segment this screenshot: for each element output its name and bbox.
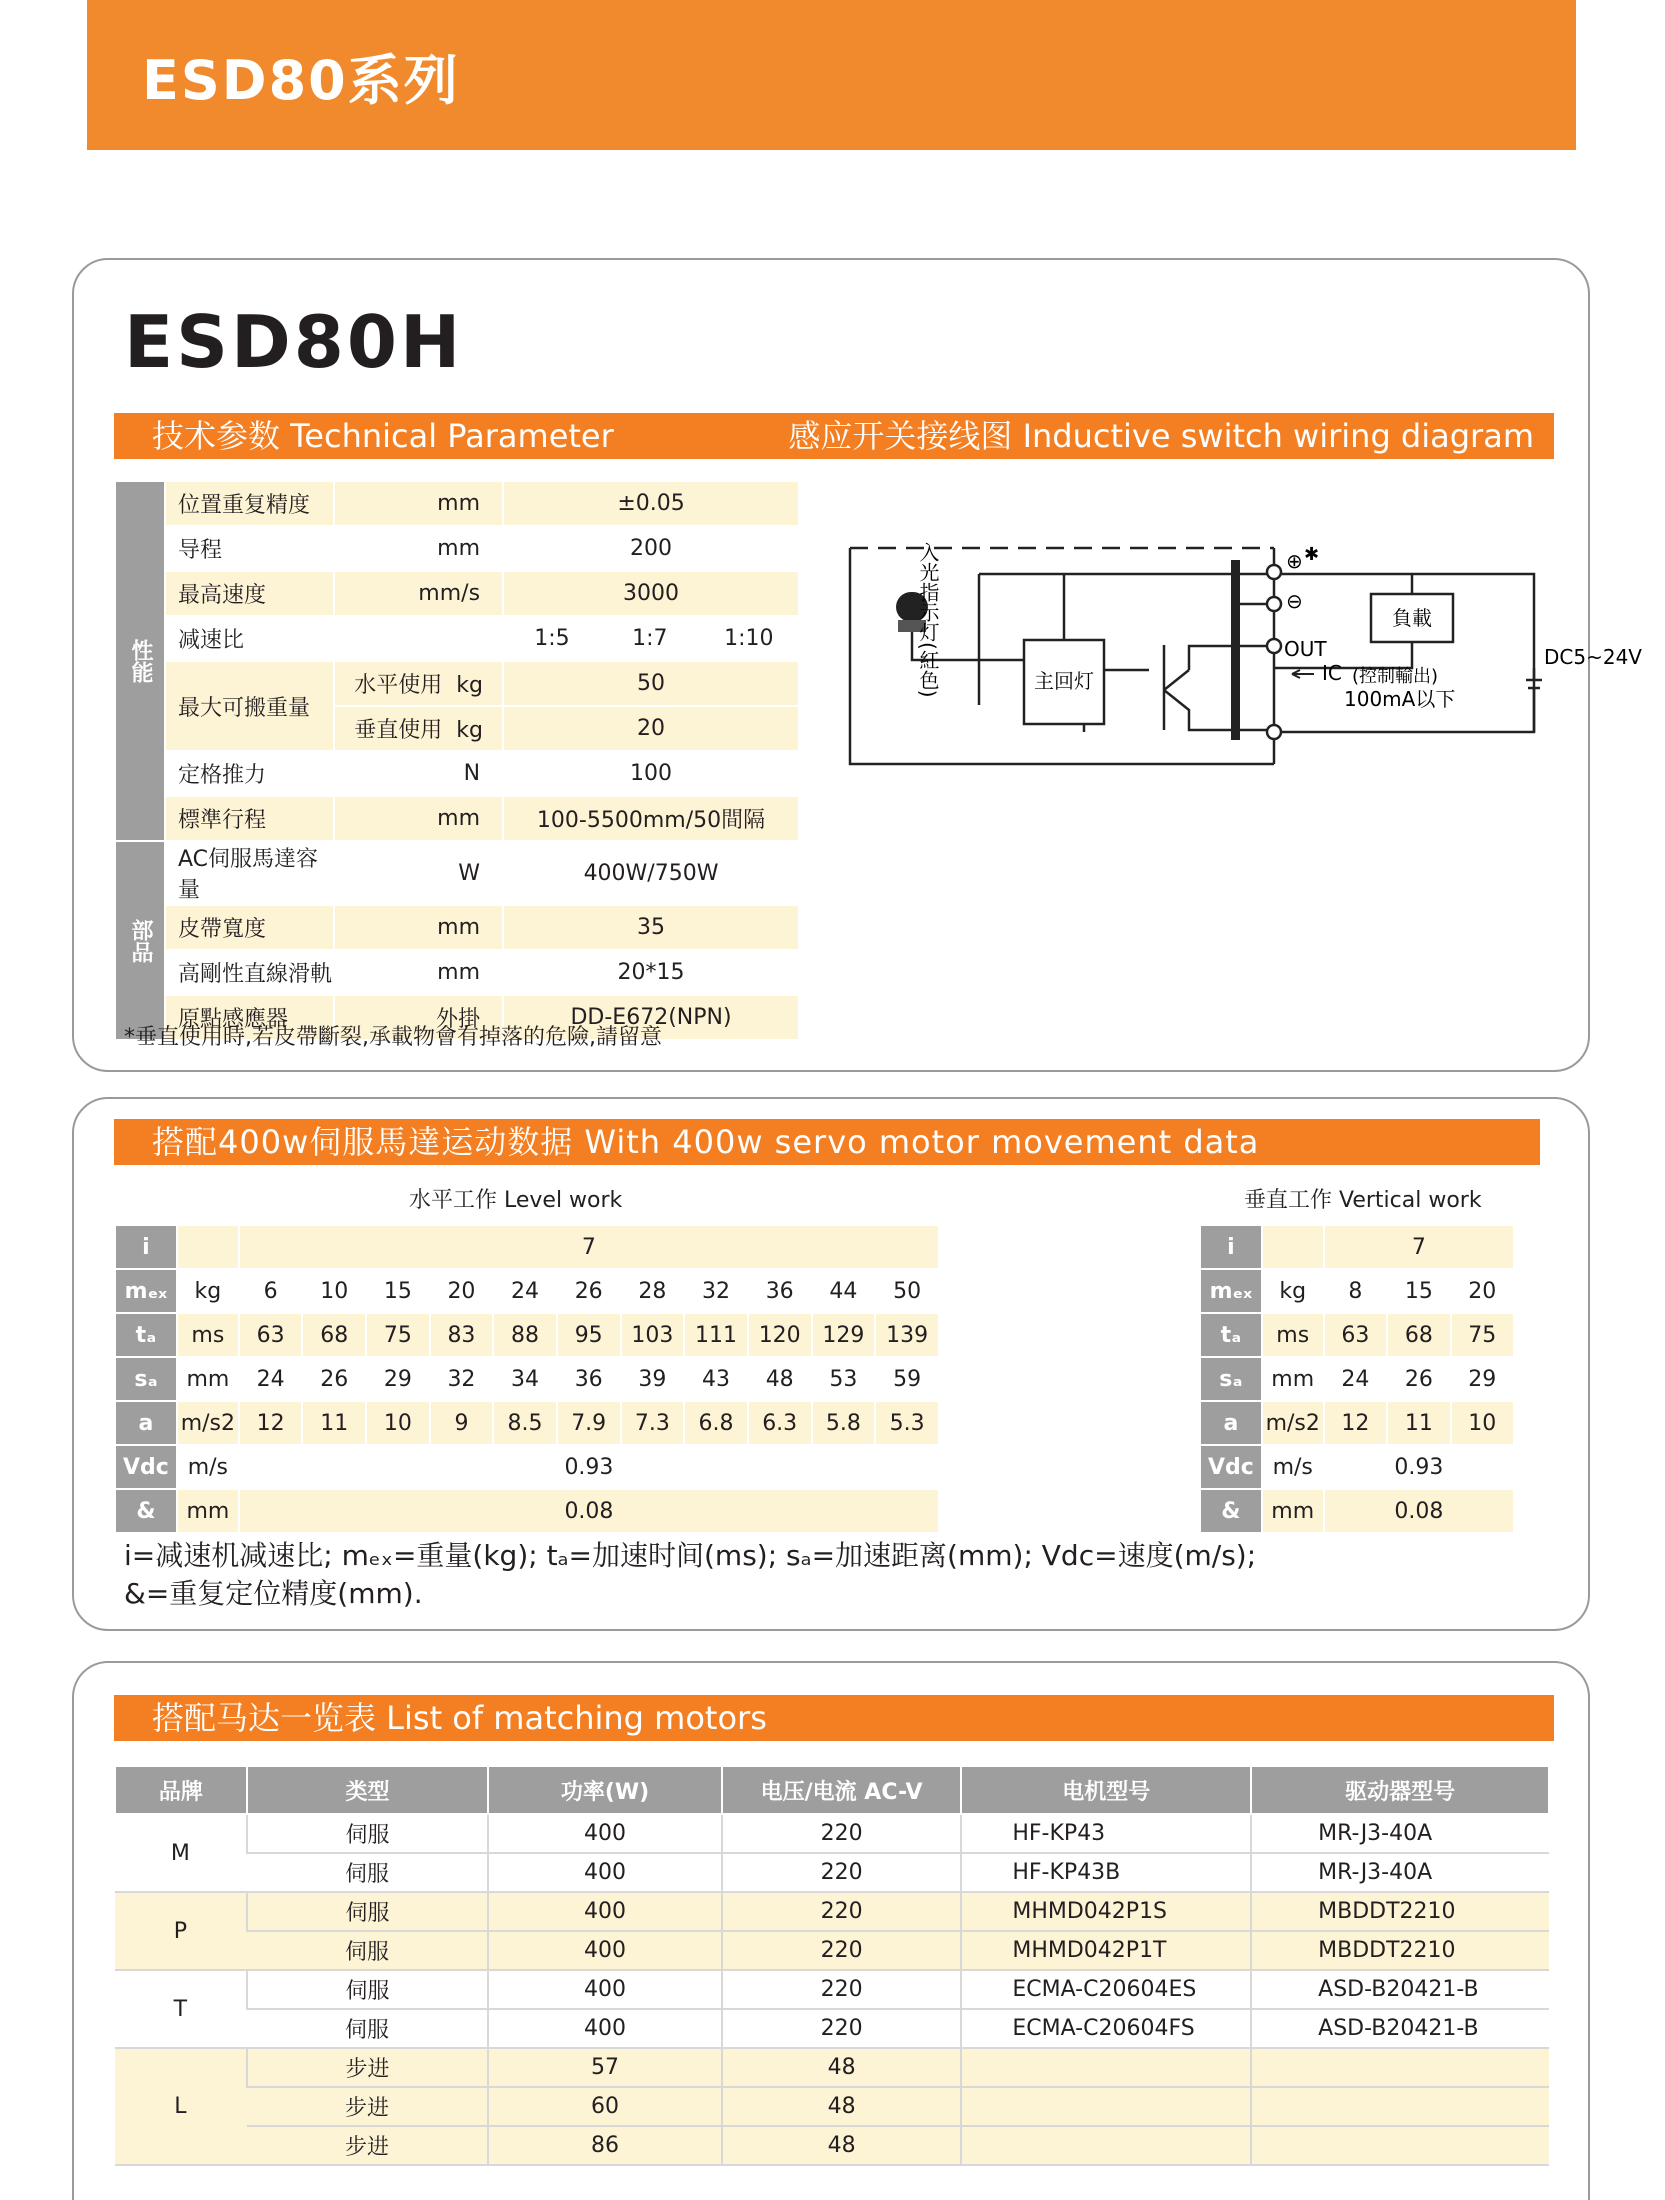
cell: 8 — [1324, 1269, 1387, 1313]
spec-value: 1:7 — [601, 616, 699, 661]
brand-cell: P — [115, 1892, 247, 1970]
spec-value: 35 — [503, 905, 799, 950]
cell: 6.8 — [684, 1401, 748, 1445]
power-cell: 400 — [488, 1853, 722, 1892]
spec-unit: N — [334, 751, 503, 796]
driver-model-cell — [1251, 2087, 1549, 2126]
table-row — [115, 1931, 1549, 1970]
brand-cell: M — [115, 1814, 247, 1892]
cell: 32 — [430, 1357, 494, 1401]
col-power: 功率(W) — [488, 1766, 722, 1814]
main-lamp-label: 主回灯 — [1034, 669, 1094, 693]
current-label: 100mA以下 — [1344, 687, 1456, 711]
spec-value: 20*15 — [503, 950, 799, 995]
symbol-mex: mₑₓ — [115, 1269, 177, 1313]
motor-model-cell — [961, 2126, 1251, 2165]
table-row — [115, 1970, 1549, 2009]
spec-subrow — [334, 706, 503, 751]
cell: 111 — [684, 1313, 748, 1357]
sensor-bar — [1231, 560, 1240, 740]
plus-terminal-icon: ⊕ — [1286, 549, 1303, 573]
spec-value: 400W/750W — [503, 841, 799, 905]
voltage-cell: 220 — [722, 1892, 962, 1931]
cell: 15 — [1387, 1269, 1450, 1313]
spec-label: 导程 — [165, 526, 334, 571]
spec-label: 標準行程 — [165, 796, 334, 841]
power-cell: 400 — [488, 2009, 722, 2048]
cell: 24 — [239, 1357, 303, 1401]
type-cell: 伺服 — [247, 2009, 489, 2048]
out-label: OUT — [1284, 637, 1327, 661]
spec-label: AC伺服馬達容量 — [165, 841, 334, 905]
table-row — [115, 2087, 1549, 2126]
symbol-vdc: Vdc — [1200, 1445, 1262, 1489]
cell: 129 — [812, 1313, 876, 1357]
voltage-cell: 220 — [722, 1970, 962, 2009]
unit: m/s — [1262, 1445, 1324, 1489]
vertical-vdc: 0.93 — [1324, 1445, 1514, 1489]
motor-model-cell — [961, 2087, 1251, 2126]
power-cell: 400 — [488, 1892, 722, 1931]
spec-subrow — [334, 661, 503, 706]
cell: 5.3 — [875, 1401, 939, 1445]
motor-model-cell: ECMA-C20604FS — [961, 2009, 1251, 2048]
cell: 68 — [1387, 1313, 1450, 1357]
cell: 88 — [493, 1313, 557, 1357]
unit: mm — [1262, 1357, 1324, 1401]
symbol-i: i — [115, 1225, 177, 1269]
spec-unit: W — [334, 841, 503, 905]
power-cell: 400 — [488, 1970, 722, 2009]
symbol-sa: sₐ — [115, 1357, 177, 1401]
symbol-amp: & — [1200, 1489, 1262, 1533]
cell: 6.3 — [748, 1401, 812, 1445]
cell: 36 — [557, 1357, 621, 1401]
cell: 34 — [493, 1357, 557, 1401]
power-cell: 400 — [488, 1814, 722, 1853]
level-i: 7 — [239, 1225, 939, 1269]
cell: 26 — [557, 1269, 621, 1313]
motion-legend — [124, 1537, 1256, 1613]
vertical-title: 垂直工作 Vertical work — [1244, 1188, 1482, 1213]
brand-cell: T — [115, 1970, 247, 2048]
unit: ms — [177, 1313, 239, 1357]
indicator-label: 入光指示灯(紅色) — [916, 542, 940, 698]
symbol-amp: & — [115, 1489, 177, 1533]
driver-model-cell: ASD-B20421-B — [1251, 1970, 1549, 2009]
cell: 10 — [302, 1269, 366, 1313]
motor-model-cell: HF-KP43 — [961, 1814, 1251, 1853]
cell: 44 — [812, 1269, 876, 1313]
power-cell: 60 — [488, 2087, 722, 2126]
brand-cell: L — [115, 2048, 247, 2165]
series-title: ESD80系列 — [142, 49, 460, 112]
driver-model-cell: MR-J3-40A — [1251, 1814, 1549, 1853]
cell: 43 — [684, 1357, 748, 1401]
spec-header-bar — [114, 413, 1554, 459]
ic-label: IC — [1322, 661, 1342, 685]
unit: kg — [177, 1269, 239, 1313]
symbol-i: i — [1200, 1225, 1262, 1269]
col-voltage: 电压/电流 AC-V — [722, 1766, 962, 1814]
spec-value: 20 — [503, 706, 799, 751]
type-cell: 步进 — [247, 2048, 489, 2087]
motors-card — [72, 1661, 1590, 2200]
spec-unit: mm — [334, 481, 503, 526]
voltage-cell: 220 — [722, 1931, 962, 1970]
star-icon: ✱ — [1304, 544, 1320, 565]
cell: 28 — [621, 1269, 685, 1313]
spec-value: 100-5500mm/50間隔 — [503, 796, 799, 841]
cell: 63 — [239, 1313, 303, 1357]
cell: 29 — [1451, 1357, 1514, 1401]
cell: 63 — [1324, 1313, 1387, 1357]
driver-model-cell: MBDDT2210 — [1251, 1892, 1549, 1931]
col-driver-model: 驱动器型号 — [1251, 1766, 1549, 1814]
spec-unit: kg — [456, 673, 483, 698]
model-title: ESD80H — [124, 300, 464, 384]
cell: 103 — [621, 1313, 685, 1357]
legend-line-1: i=减速机减速比; mₑₓ=重量(kg); tₐ=加速时间(ms); sₐ=加速距离(mm); Vdc=速度(m/s); — [124, 1539, 1257, 1572]
cell: 10 — [366, 1401, 430, 1445]
spec-unit: kg — [456, 718, 483, 743]
motor-model-cell: MHMD042P1S — [961, 1892, 1251, 1931]
level-table — [114, 1224, 940, 1534]
series-banner — [87, 0, 1576, 150]
motors-table — [114, 1765, 1550, 2166]
type-cell: 伺服 — [247, 1892, 489, 1931]
wiring-diagram — [844, 530, 1642, 820]
voltage-cell: 48 — [722, 2087, 962, 2126]
voltage-cell: 220 — [722, 1853, 962, 1892]
voltage-cell: 220 — [722, 1814, 962, 1853]
driver-model-cell: ASD-B20421-B — [1251, 2009, 1549, 2048]
symbol-vdc: Vdc — [115, 1445, 177, 1489]
power-cell: 57 — [488, 2048, 722, 2087]
power-cell: 400 — [488, 1931, 722, 1970]
symbol-sa: sₐ — [1200, 1357, 1262, 1401]
spec-value: DD-E672(NPN) — [503, 995, 799, 1040]
unit: m/s — [177, 1445, 239, 1489]
table-row — [115, 1814, 1549, 1853]
cell: 11 — [302, 1401, 366, 1445]
cell: 24 — [493, 1269, 557, 1313]
spec-value: 100 — [503, 751, 799, 796]
motor-model-cell: ECMA-C20604ES — [961, 1970, 1251, 2009]
cell: 120 — [748, 1313, 812, 1357]
cell: 29 — [366, 1357, 430, 1401]
cell: 83 — [430, 1313, 494, 1357]
cell: 39 — [621, 1357, 685, 1401]
motor-model-cell — [961, 2048, 1251, 2087]
cell: 75 — [1451, 1313, 1514, 1357]
unit: m/s2 — [1262, 1401, 1324, 1445]
spec-unit: mm — [334, 950, 503, 995]
cell: 12 — [239, 1401, 303, 1445]
type-cell: 伺服 — [247, 1853, 489, 1892]
cell: 6 — [239, 1269, 303, 1313]
spec-label: 最大可搬重量 — [165, 661, 334, 751]
motors-header-bar: 搭配马达一览表 List of matching motors — [114, 1695, 1554, 1741]
type-cell: 步进 — [247, 2087, 489, 2126]
cell: 68 — [302, 1313, 366, 1357]
spec-value: ±0.05 — [503, 481, 799, 526]
type-cell: 伺服 — [247, 1814, 489, 1853]
spec-unit: 外掛 — [334, 995, 503, 1040]
control-label: (控制輸出) — [1352, 666, 1439, 687]
symbol-ta: tₐ — [1200, 1313, 1262, 1357]
spec-label: 减速比 — [165, 616, 503, 661]
cell: 9 — [430, 1401, 494, 1445]
cell: 11 — [1387, 1401, 1450, 1445]
cell: 24 — [1324, 1357, 1387, 1401]
symbol-a: a — [115, 1401, 177, 1445]
minus-terminal-icon: ⊖ — [1286, 589, 1303, 613]
vertical-amp: 0.08 — [1324, 1489, 1514, 1533]
table-row — [115, 2009, 1549, 2048]
wiring-title: 感应开关接线图 Inductive switch wiring diagram — [788, 417, 1534, 455]
spec-value: 50 — [503, 661, 799, 706]
type-cell: 步进 — [247, 2126, 489, 2165]
dc-label: DC5~24V — [1544, 645, 1642, 669]
cell: 75 — [366, 1313, 430, 1357]
col-motor-model: 电机型号 — [961, 1766, 1251, 1814]
symbol-ta: tₐ — [115, 1313, 177, 1357]
cell: 139 — [875, 1313, 939, 1357]
col-type: 类型 — [247, 1766, 489, 1814]
motion-header-bar: 搭配400w伺服馬達运动数据 With 400w servo motor movement data — [114, 1119, 1540, 1165]
cell: 26 — [302, 1357, 366, 1401]
spec-sublabel: 垂直使用 — [354, 718, 443, 743]
type-cell: 伺服 — [247, 1970, 489, 2009]
motor-model-cell: MHMD042P1T — [961, 1931, 1251, 1970]
voltage-cell: 48 — [722, 2048, 962, 2087]
cell: 8.5 — [493, 1401, 557, 1445]
spec-label: 定格推力 — [165, 751, 334, 796]
unit: m/s2 — [177, 1401, 239, 1445]
spec-card — [72, 258, 1642, 1072]
driver-model-cell: MR-J3-40A — [1251, 1853, 1549, 1892]
table-row — [115, 2126, 1549, 2165]
table-row — [115, 1853, 1549, 1892]
spec-note: *垂直使用時,若皮帶斷裂,承載物會有掉落的危險,請留意 — [124, 1025, 662, 1050]
vertical-table — [1199, 1224, 1515, 1534]
spec-label: 高剛性直線滑軌 — [165, 950, 334, 995]
unit: mm — [177, 1357, 239, 1401]
driver-model-cell: MBDDT2210 — [1251, 1931, 1549, 1970]
motion-card — [72, 1097, 1590, 1631]
cell: 12 — [1324, 1401, 1387, 1445]
load-label: 負載 — [1392, 606, 1432, 630]
unit: ms — [1262, 1313, 1324, 1357]
spec-sublabel: 水平使用 — [354, 673, 443, 698]
unit: kg — [1262, 1269, 1324, 1313]
cell: 59 — [875, 1357, 939, 1401]
legend-line-2: &=重复定位精度(mm). — [124, 1577, 423, 1610]
spec-unit: mm/s — [334, 571, 503, 616]
unit: mm — [177, 1489, 239, 1533]
spec-label: 原點感應器 — [165, 995, 334, 1040]
cell: 20 — [1451, 1269, 1514, 1313]
symbol-mex: mₑₓ — [1200, 1269, 1262, 1313]
cell: 15 — [366, 1269, 430, 1313]
col-brand: 品牌 — [115, 1766, 247, 1814]
spec-value: 3000 — [503, 571, 799, 616]
spec-unit: mm — [334, 526, 503, 571]
cell: 10 — [1451, 1401, 1514, 1445]
cell: 50 — [875, 1269, 939, 1313]
spec-value: 1:5 — [503, 616, 601, 661]
cell: 36 — [748, 1269, 812, 1313]
cell: 7.3 — [621, 1401, 685, 1445]
table-row — [115, 1892, 1549, 1931]
driver-model-cell — [1251, 2126, 1549, 2165]
vertical-i: 7 — [1324, 1225, 1514, 1269]
spec-label: 最高速度 — [165, 571, 334, 616]
cell: 20 — [430, 1269, 494, 1313]
cell: 95 — [557, 1313, 621, 1357]
spec-table — [114, 480, 800, 1041]
voltage-cell: 220 — [722, 2009, 962, 2048]
type-cell: 伺服 — [247, 1931, 489, 1970]
cell: 5.8 — [812, 1401, 876, 1445]
group-performance: 性能 — [115, 481, 165, 841]
spec-unit: mm — [334, 905, 503, 950]
spec-unit: mm — [334, 796, 503, 841]
symbol-a: a — [1200, 1401, 1262, 1445]
driver-model-cell — [1251, 2048, 1549, 2087]
voltage-cell: 48 — [722, 2126, 962, 2165]
table-row — [115, 2048, 1549, 2087]
spec-value: 200 — [503, 526, 799, 571]
level-vdc: 0.93 — [239, 1445, 939, 1489]
cell: 53 — [812, 1357, 876, 1401]
spec-label: 皮帶寬度 — [165, 905, 334, 950]
level-title: 水平工作 Level work — [409, 1188, 623, 1213]
unit: mm — [1262, 1489, 1324, 1533]
cell: 26 — [1387, 1357, 1450, 1401]
tech-param-title: 技术参数 Technical Parameter — [152, 417, 614, 455]
cell: 7.9 — [557, 1401, 621, 1445]
cell: 48 — [748, 1357, 812, 1401]
motor-model-cell: HF-KP43B — [961, 1853, 1251, 1892]
power-cell: 86 — [488, 2126, 722, 2165]
group-parts: 部品 — [115, 841, 165, 1040]
cell: 32 — [684, 1269, 748, 1313]
level-amp: 0.08 — [239, 1489, 939, 1533]
spec-value: 1:10 — [699, 616, 799, 661]
spec-label: 位置重复精度 — [165, 481, 334, 526]
